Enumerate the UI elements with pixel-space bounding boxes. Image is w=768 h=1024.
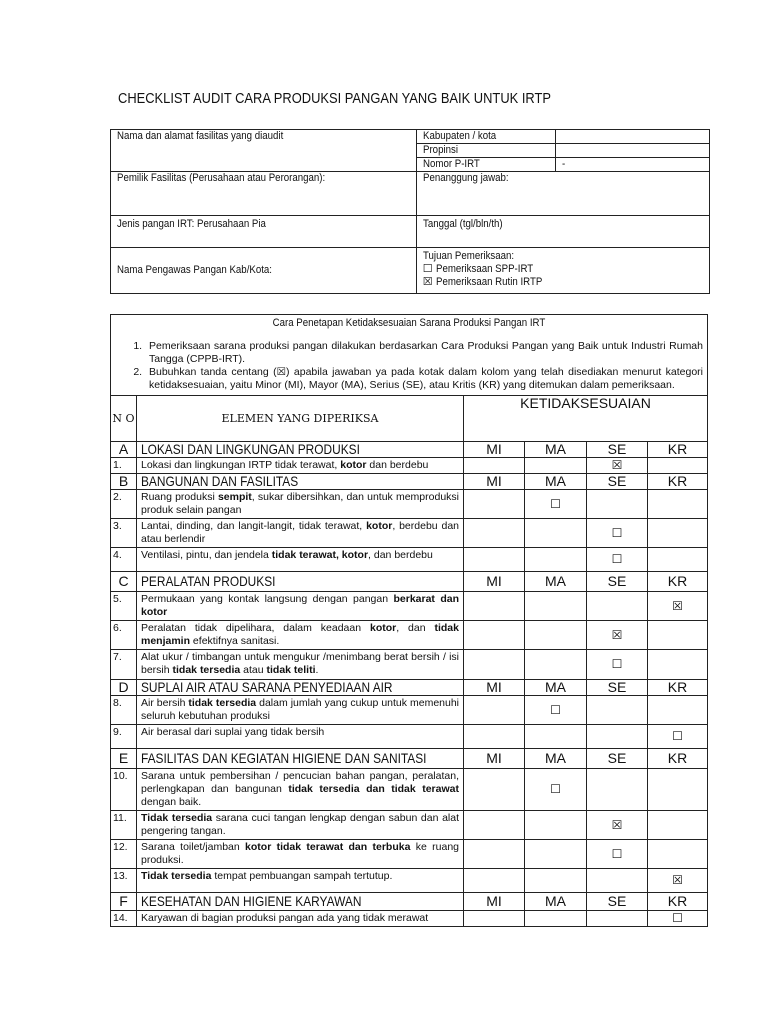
- check-ma: [525, 725, 587, 749]
- col-header-se: SE: [587, 572, 648, 592]
- section-name: KESEHATAN DAN HIGIENE KARYAWAN: [141, 893, 362, 909]
- section-header-b: [111, 474, 708, 490]
- checklist-row: [111, 696, 708, 725]
- check-ma: [525, 650, 587, 680]
- check-se[interactable]: ☐: [587, 650, 648, 680]
- item-text: Peralatan tidak dipelihara, dalam keadaan kotor, dan tidak menjamin efektifnya sanitasi.: [137, 621, 464, 650]
- section-header-c: [111, 572, 708, 592]
- col-header-kr: KR: [648, 442, 708, 458]
- check-mi: [464, 592, 525, 621]
- nomor-pirt-label: Nomor P-IRT: [422, 158, 480, 170]
- checklist-row: [111, 811, 708, 840]
- check-kr: [648, 696, 708, 725]
- col-header-se: SE: [587, 893, 648, 911]
- date-label: Tanggal (tgl/bln/th): [422, 218, 503, 230]
- col-header-se: SE: [587, 474, 648, 490]
- facility-info-table: [110, 129, 710, 294]
- item-text: Ruang produksi sempit, sukar dibersihkan, dan untuk memproduksi produk selain pangan: [137, 490, 464, 519]
- section-letter: D: [111, 680, 137, 696]
- propinsi-label: Propinsi: [422, 144, 458, 156]
- col-header-se: SE: [587, 749, 648, 769]
- check-kr[interactable]: ☐: [648, 725, 708, 749]
- spp-irt-label: Pemeriksaan SPP-IRT: [435, 263, 533, 275]
- item-text: Lantai, dinding, dan langit-langit, tidak terawat, kotor, berdebu dan atau berlendir: [137, 519, 464, 548]
- kabupaten-label: Kabupaten / kota: [422, 130, 496, 142]
- item-text: Tidak tersedia sarana cuci tangan lengkap dengan sabun dan alat pengering tangan.: [137, 811, 464, 840]
- document-title: CHECKLIST AUDIT CARA PRODUKSI PANGAN YANG BAIK UNTUK IRTP: [118, 90, 551, 107]
- check-ma: [525, 458, 587, 474]
- col-header-kr: KR: [648, 474, 708, 490]
- kabupaten-value[interactable]: [555, 130, 709, 144]
- check-se[interactable]: ☐: [587, 548, 648, 572]
- check-mi: [464, 869, 525, 893]
- item-number: 6.: [111, 621, 137, 650]
- item-number: 10.: [111, 769, 137, 811]
- check-mi: [464, 840, 525, 869]
- check-mi: [464, 548, 525, 572]
- item-text: Karyawan di bagian produksi pangan ada yang tidak merawat: [137, 911, 464, 927]
- item-text: Sarana toilet/jamban kotor tidak terawat dan terbuka ke ruang produksi.: [137, 840, 464, 869]
- check-mi: [464, 911, 525, 927]
- propinsi-value[interactable]: [555, 144, 709, 158]
- section-header-e: [111, 749, 708, 769]
- section-header-f: [111, 893, 708, 911]
- check-se: [587, 696, 648, 725]
- supervisor-label: Nama Pengawas Pangan Kab/Kota:: [117, 264, 272, 276]
- check-ma[interactable]: ☐: [525, 769, 587, 811]
- check-ma: [525, 548, 587, 572]
- col-header-ma: MA: [525, 442, 587, 458]
- item-text: Ventilasi, pintu, dan jendela tidak terawat, kotor, dan berdebu: [137, 548, 464, 572]
- checklist-row: [111, 840, 708, 869]
- section-header-a: [111, 442, 708, 458]
- check-ma[interactable]: ☐: [525, 696, 587, 725]
- check-se[interactable]: ☒: [587, 811, 648, 840]
- check-kr: [648, 811, 708, 840]
- checklist-row: [111, 548, 708, 572]
- col-header-ma: MA: [525, 572, 587, 592]
- check-se[interactable]: ☒: [587, 621, 648, 650]
- item-number: 9.: [111, 725, 137, 749]
- check-kr[interactable]: ☒: [648, 869, 708, 893]
- item-number: 11.: [111, 811, 137, 840]
- check-se[interactable]: ☐: [587, 519, 648, 548]
- instructions-heading: Cara Penetapan Ketidaksesuaian Sarana Produksi Pangan IRT: [272, 317, 546, 329]
- col-header-mi: MI: [464, 680, 525, 696]
- col-header-ma: MA: [525, 893, 587, 911]
- col-header-se: SE: [587, 680, 648, 696]
- check-kr[interactable]: ☐: [648, 911, 708, 927]
- item-number: 7.: [111, 650, 137, 680]
- section-letter: C: [111, 572, 137, 592]
- col-header-kr: KR: [648, 893, 708, 911]
- col-header-mi: MI: [464, 442, 525, 458]
- check-ma: [525, 592, 587, 621]
- section-name: PERALATAN PRODUKSI: [141, 573, 276, 589]
- item-text: Tidak tersedia tempat pembuangan sampah tertutup.: [137, 869, 464, 893]
- item-number: 3.: [111, 519, 137, 548]
- facility-name-label: Nama dan alamat fasilitas yang diaudit: [117, 130, 284, 142]
- check-kr: [648, 650, 708, 680]
- rutin-irtp-label: Pemeriksaan Rutin IRTP: [435, 276, 543, 288]
- checklist-row: [111, 592, 708, 621]
- check-ma: [525, 911, 587, 927]
- check-kr: [648, 490, 708, 519]
- item-number: 14.: [111, 911, 137, 927]
- checklist-row: [111, 490, 708, 519]
- item-text: Permukaan yang kontak langsung dengan pangan berkarat dan kotor: [137, 592, 464, 621]
- checklist-row: [111, 621, 708, 650]
- check-mi: [464, 490, 525, 519]
- item-text: Lokasi dan lingkungan IRTP tidak terawat, kotor dan berdebu: [137, 458, 464, 474]
- check-mi: [464, 621, 525, 650]
- checklist-row: [111, 911, 708, 927]
- rutin-irtp-checkbox[interactable]: ☒: [422, 276, 433, 288]
- check-se: [587, 769, 648, 811]
- food-type-label: Jenis pangan IRT: Perusahaan Pia: [117, 218, 266, 230]
- check-se[interactable]: ☒: [587, 458, 648, 474]
- item-number: 13.: [111, 869, 137, 893]
- checklist-row: [111, 769, 708, 811]
- item-text: Air bersih tidak tersedia dalam jumlah yang cukup untuk memenuhi seluruh kebutuhan produksi: [137, 696, 464, 725]
- section-letter: F: [111, 893, 137, 911]
- item-number: 4.: [111, 548, 137, 572]
- check-se: [587, 592, 648, 621]
- item-text: Alat ukur / timbangan untuk mengukur /menimbang berat bersih / isi bersih tidak tersedia atau tidak teliti.: [137, 650, 464, 680]
- item-text: Sarana untuk pembersihan / pencucian bahan pangan, peralatan, perlengkapan dan bangunan tidak tersedia dan tidak terawat dengan baik.: [137, 769, 464, 811]
- section-letter: E: [111, 749, 137, 769]
- responsible-label: Penanggung jawab:: [422, 172, 509, 184]
- check-mi: [464, 696, 525, 725]
- check-se[interactable]: ☐: [587, 840, 648, 869]
- check-mi: [464, 725, 525, 749]
- checklist-row: [111, 650, 708, 680]
- nomor-pirt-value: -: [561, 158, 565, 170]
- checklist-row: [111, 458, 708, 474]
- checklist-row: [111, 869, 708, 893]
- section-name: SUPLAI AIR ATAU SARANA PENYEDIAAN AIR: [141, 679, 393, 695]
- section-letter: A: [111, 442, 137, 458]
- col-header-ma: MA: [525, 749, 587, 769]
- no-header: N O: [111, 396, 137, 442]
- section-name: FASILITAS DAN KEGIATAN HIGIENE DAN SANITASI: [141, 750, 427, 766]
- checklist-table: [110, 314, 708, 927]
- check-mi: [464, 811, 525, 840]
- col-header-ma: MA: [525, 474, 587, 490]
- section-header-d: [111, 680, 708, 696]
- check-se: [587, 490, 648, 519]
- check-kr: [648, 458, 708, 474]
- item-number: 1.: [111, 458, 137, 474]
- check-ma: [525, 869, 587, 893]
- check-kr: [648, 621, 708, 650]
- item-number: 12.: [111, 840, 137, 869]
- item-number: 2.: [111, 490, 137, 519]
- col-header-mi: MI: [464, 893, 525, 911]
- checklist-row: [111, 725, 708, 749]
- col-header-mi: MI: [464, 572, 525, 592]
- check-ma: [525, 811, 587, 840]
- check-kr: [648, 840, 708, 869]
- check-kr: [648, 519, 708, 548]
- check-ma: [525, 621, 587, 650]
- purpose-label: Tujuan Pemeriksaan:: [422, 250, 514, 262]
- check-ma: [525, 519, 587, 548]
- section-name: BANGUNAN DAN FASILITAS: [141, 473, 299, 489]
- col-header-kr: KR: [648, 680, 708, 696]
- check-kr: [648, 548, 708, 572]
- col-header-ma: MA: [525, 680, 587, 696]
- check-mi: [464, 519, 525, 548]
- col-header-kr: KR: [648, 572, 708, 592]
- elemen-header: ELEMEN YANG DIPERIKSA: [137, 396, 464, 442]
- check-mi: [464, 769, 525, 811]
- col-header-mi: MI: [464, 474, 525, 490]
- ketidaksesuaian-header: KETIDAKSESUAIAN: [464, 396, 708, 442]
- col-header-kr: KR: [648, 749, 708, 769]
- spp-irt-checkbox[interactable]: ☐: [422, 263, 433, 275]
- section-name: LOKASI DAN LINGKUNGAN PRODUKSI: [141, 441, 360, 457]
- check-se: [587, 911, 648, 927]
- item-number: 8.: [111, 696, 137, 725]
- check-kr: [648, 769, 708, 811]
- check-kr[interactable]: ☒: [648, 592, 708, 621]
- section-letter: B: [111, 474, 137, 490]
- col-header-mi: MI: [464, 749, 525, 769]
- instruction-1: 1. Pemeriksaan sarana produksi pangan dilakukan berdasarkan Cara Produksi Pangan yang Baik untuk Industri Rumah Tangga (CPPB-IRT).: [145, 340, 703, 366]
- col-header-se: SE: [587, 442, 648, 458]
- item-number: 5.: [111, 592, 137, 621]
- check-ma[interactable]: ☐: [525, 490, 587, 519]
- check-se: [587, 869, 648, 893]
- check-mi: [464, 458, 525, 474]
- item-text: Air berasal dari suplai yang tidak bersih: [137, 725, 464, 749]
- owner-label: Pemilik Fasilitas (Perusahaan atau Perorangan):: [117, 172, 326, 184]
- check-ma: [525, 840, 587, 869]
- check-se: [587, 725, 648, 749]
- check-mi: [464, 650, 525, 680]
- checklist-row: [111, 519, 708, 548]
- instruction-2: 2. Bubuhkan tanda centang (☒) apabila jawaban ya pada kotak dalam kolom yang telah disediakan menurut kategori ketidaksesuaian, yaitu Minor (MI), Mayor (MA), Serius (SE), atau Kritis (KR) yang ditemukan dalam pemeriksaan.: [145, 366, 703, 392]
